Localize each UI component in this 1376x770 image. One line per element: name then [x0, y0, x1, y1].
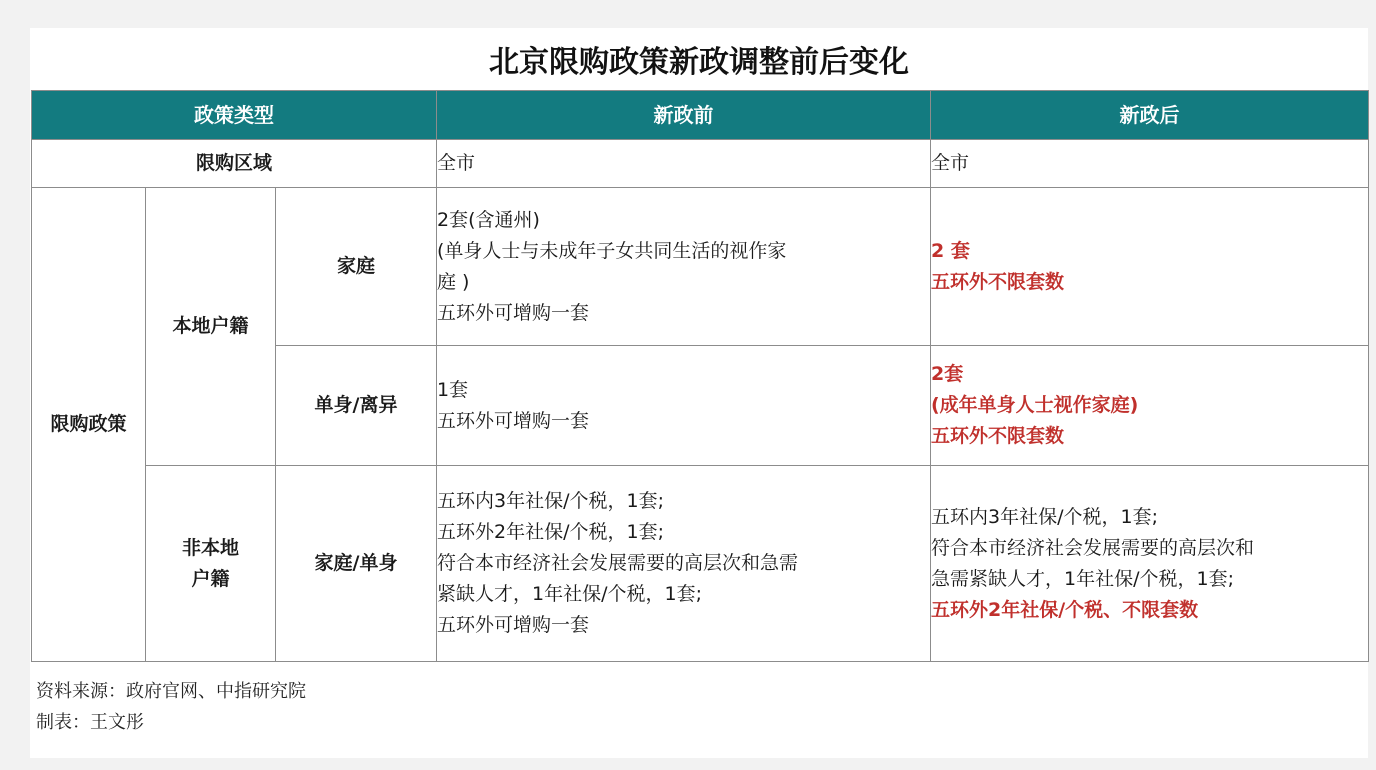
table-row [32, 188, 1369, 346]
text-line: 1套 [437, 378, 469, 401]
single-label: 单身/离异 [276, 346, 437, 466]
text-line: 2套 [931, 363, 964, 385]
family-single-label: 家庭/单身 [276, 466, 437, 662]
local-hukou-label: 本地户籍 [146, 188, 276, 466]
family-label: 家庭 [276, 188, 437, 346]
area-label: 限购区域 [32, 140, 437, 188]
policy-sheet [30, 28, 1368, 758]
text-line: (成年单身人士视作家庭) [931, 394, 1139, 416]
text-line: 紧缺人才，1年社保/个税，1套; [437, 583, 702, 605]
local-family-before [437, 188, 931, 346]
table-row [32, 466, 1369, 662]
text-line: 五环外可增购一套 [437, 301, 590, 324]
text-line: 2 套 [931, 239, 970, 262]
area-after: 全市 [931, 140, 1369, 188]
text-line: 2套(含通州) [437, 208, 540, 231]
source-note: 资料来源：政府官网、中指研究院 [36, 681, 306, 702]
local-single-after [931, 346, 1369, 466]
page-title: 北京限购政策新政调整前后变化 [489, 45, 909, 80]
footer [36, 676, 306, 738]
text-line: 非本地 [181, 536, 239, 559]
local-family-after [931, 188, 1369, 346]
header-policy-type: 政策类型 [32, 91, 437, 140]
text-line: 五环外不限套数 [931, 425, 1065, 447]
text-line: 五环外2年社保/个税，1套; [437, 521, 664, 543]
nonlocal-before [437, 466, 931, 662]
text-line: 五环内3年社保/个税，1套; [931, 505, 1158, 528]
highlight-line: 五环外2年社保/个税、不限套数 [931, 598, 1199, 621]
nonlocal-after [931, 466, 1369, 662]
area-before: 全市 [437, 140, 931, 188]
text-line: 五环外不限套数 [931, 270, 1065, 293]
text-line: 符合本市经济社会发展需要的高层次和急需 [437, 552, 799, 574]
text-line: 户籍 [191, 567, 230, 590]
text-line: 庭 ) [437, 270, 470, 293]
text-line: 五环内3年社保/个税，1套; [437, 490, 664, 512]
text-line: 急需紧缺人才，1年社保/个税，1套; [931, 567, 1234, 590]
policy-label: 限购政策 [32, 188, 146, 662]
text-line: 符合本市经济社会发展需要的高层次和 [931, 536, 1255, 559]
text-line: 五环外可增购一套 [437, 614, 590, 636]
policy-table [31, 90, 1369, 662]
text-line: 五环外可增购一套 [437, 409, 590, 432]
author-note: 制表：王文彤 [36, 712, 144, 733]
header-row [32, 91, 1369, 140]
header-before: 新政前 [437, 91, 931, 140]
nonlocal-hukou-label [146, 466, 276, 662]
local-single-before [437, 346, 931, 466]
header-after: 新政后 [931, 91, 1369, 140]
table-row [32, 140, 1369, 188]
text-line: (单身人士与未成年子女共同生活的视作家 [437, 239, 787, 262]
